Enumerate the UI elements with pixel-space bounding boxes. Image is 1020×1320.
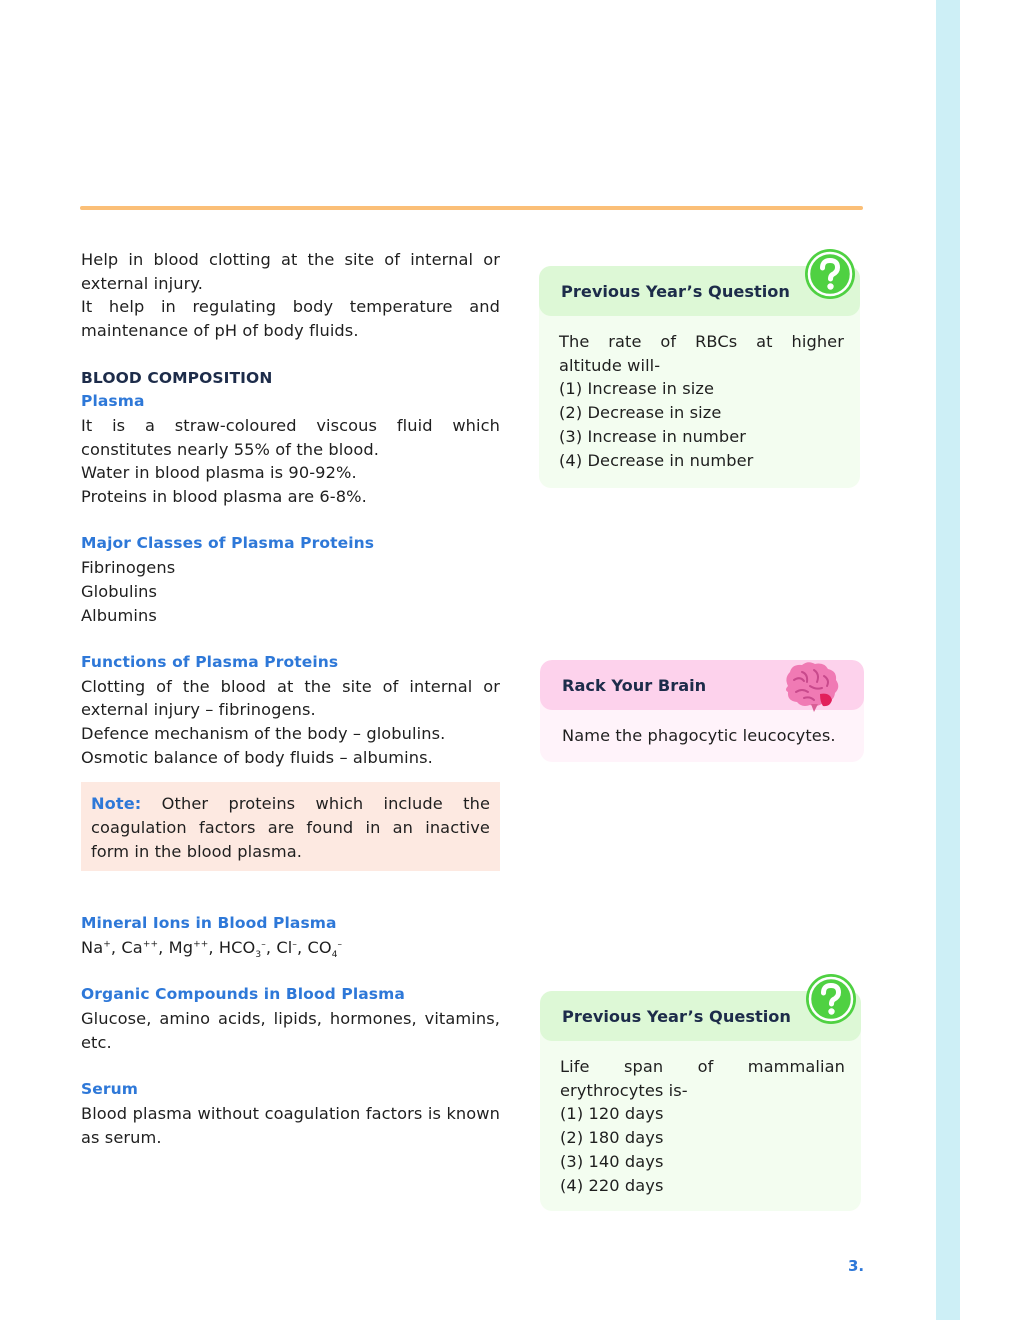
organic-text: Glucose, amino acids, lipids, hormones, vitamins, etc. bbox=[81, 1009, 500, 1052]
plasma-line-2: Water in blood plasma is 90-92%. bbox=[81, 463, 357, 483]
pyq-card-1 bbox=[539, 266, 860, 488]
pyq-card-2-body bbox=[540, 1041, 861, 1209]
major-class-item: Globulins bbox=[81, 581, 158, 601]
major-classes-heading: Major Classes of Plasma Proteins bbox=[81, 534, 375, 553]
pyq-2-question: Life span of mammalian erythrocytes is- bbox=[560, 1057, 845, 1100]
pyq-2-option: (4) 220 days bbox=[560, 1175, 664, 1195]
pyq-card-1-title: Previous Year’s Question bbox=[561, 282, 790, 301]
pyq-card-2-header bbox=[540, 991, 861, 1041]
question-mark-icon bbox=[804, 248, 856, 300]
mineral-ions-formula: Na+, Ca++, Mg++, $HCO_3^-$, Cl–, $CO_4^-$ bbox=[81, 937, 343, 961]
function-line-3: Osmotic balance of body fluids – albumins. bbox=[81, 747, 433, 767]
note-label: Note: bbox=[91, 794, 142, 814]
mineral-ions-heading: Mineral Ions in Blood Plasma bbox=[81, 914, 337, 933]
plasma-heading: Plasma bbox=[81, 392, 145, 411]
question-mark-icon bbox=[805, 973, 857, 1025]
pyq-1-option: (4) Decrease in number bbox=[559, 450, 754, 470]
pyq-2-option: (3) 140 days bbox=[560, 1151, 664, 1171]
organic-heading: Organic Compounds in Blood Plasma bbox=[81, 985, 405, 1004]
intro-line-1: Help in blood clotting at the site of internal or external injury. bbox=[81, 250, 500, 293]
function-line-2: Defence mechanism of the body – globulins. bbox=[81, 724, 446, 744]
blood-composition-heading: BLOOD COMPOSITION bbox=[81, 368, 273, 387]
pyq-card-2 bbox=[540, 991, 861, 1211]
top-rule bbox=[80, 206, 863, 210]
rack-your-brain-body bbox=[540, 710, 864, 760]
rack-your-brain-title: Rack Your Brain bbox=[562, 676, 707, 695]
pyq-1-option: (1) Increase in size bbox=[559, 379, 715, 399]
pyq-1-option: (3) Increase in number bbox=[559, 426, 747, 446]
rack-your-brain-question: Name the phagocytic leucocytes. bbox=[562, 726, 836, 745]
plasma-line-3: Proteins in blood plasma are 6-8%. bbox=[81, 487, 367, 507]
note-text: Other proteins which include the coagulation factors are found in an inactive form in the blood plasma. bbox=[91, 794, 490, 861]
pyq-2-option: (2) 180 days bbox=[560, 1128, 664, 1148]
rack-your-brain-header bbox=[540, 660, 864, 710]
pyq-card-1-body bbox=[539, 316, 860, 484]
rack-your-brain-card bbox=[540, 660, 864, 762]
pyq-1-option: (2) Decrease in size bbox=[559, 403, 722, 423]
brain-icon bbox=[780, 660, 842, 712]
page-number: 3. bbox=[848, 1257, 865, 1275]
pyq-card-2-title: Previous Year’s Question bbox=[562, 1007, 791, 1026]
serum-text: Blood plasma without coagulation factors is known as serum. bbox=[81, 1103, 500, 1147]
note-box bbox=[81, 782, 500, 870]
major-class-item: Albumins bbox=[81, 605, 157, 625]
major-class-item: Fibrinogens bbox=[81, 558, 176, 578]
function-line-1: Clotting of the blood at the site of internal or external injury – fibrinogens. bbox=[81, 676, 500, 720]
serum-heading: Serum bbox=[81, 1080, 139, 1099]
side-strip bbox=[936, 0, 960, 1320]
plasma-line-1: It is a straw-coloured viscous fluid which constitutes nearly 55% of the blood. bbox=[81, 415, 500, 459]
intro-line-2: It help in regulating body temperature and maintenance of pH of body fluids. bbox=[81, 297, 500, 341]
main-text-column bbox=[81, 248, 500, 1149]
pyq-card-1-header bbox=[539, 266, 860, 316]
functions-heading: Functions of Plasma Proteins bbox=[81, 652, 339, 671]
pyq-1-question: The rate of RBCs at higher altitude will- bbox=[559, 332, 844, 375]
pyq-2-option: (1) 120 days bbox=[560, 1104, 664, 1124]
